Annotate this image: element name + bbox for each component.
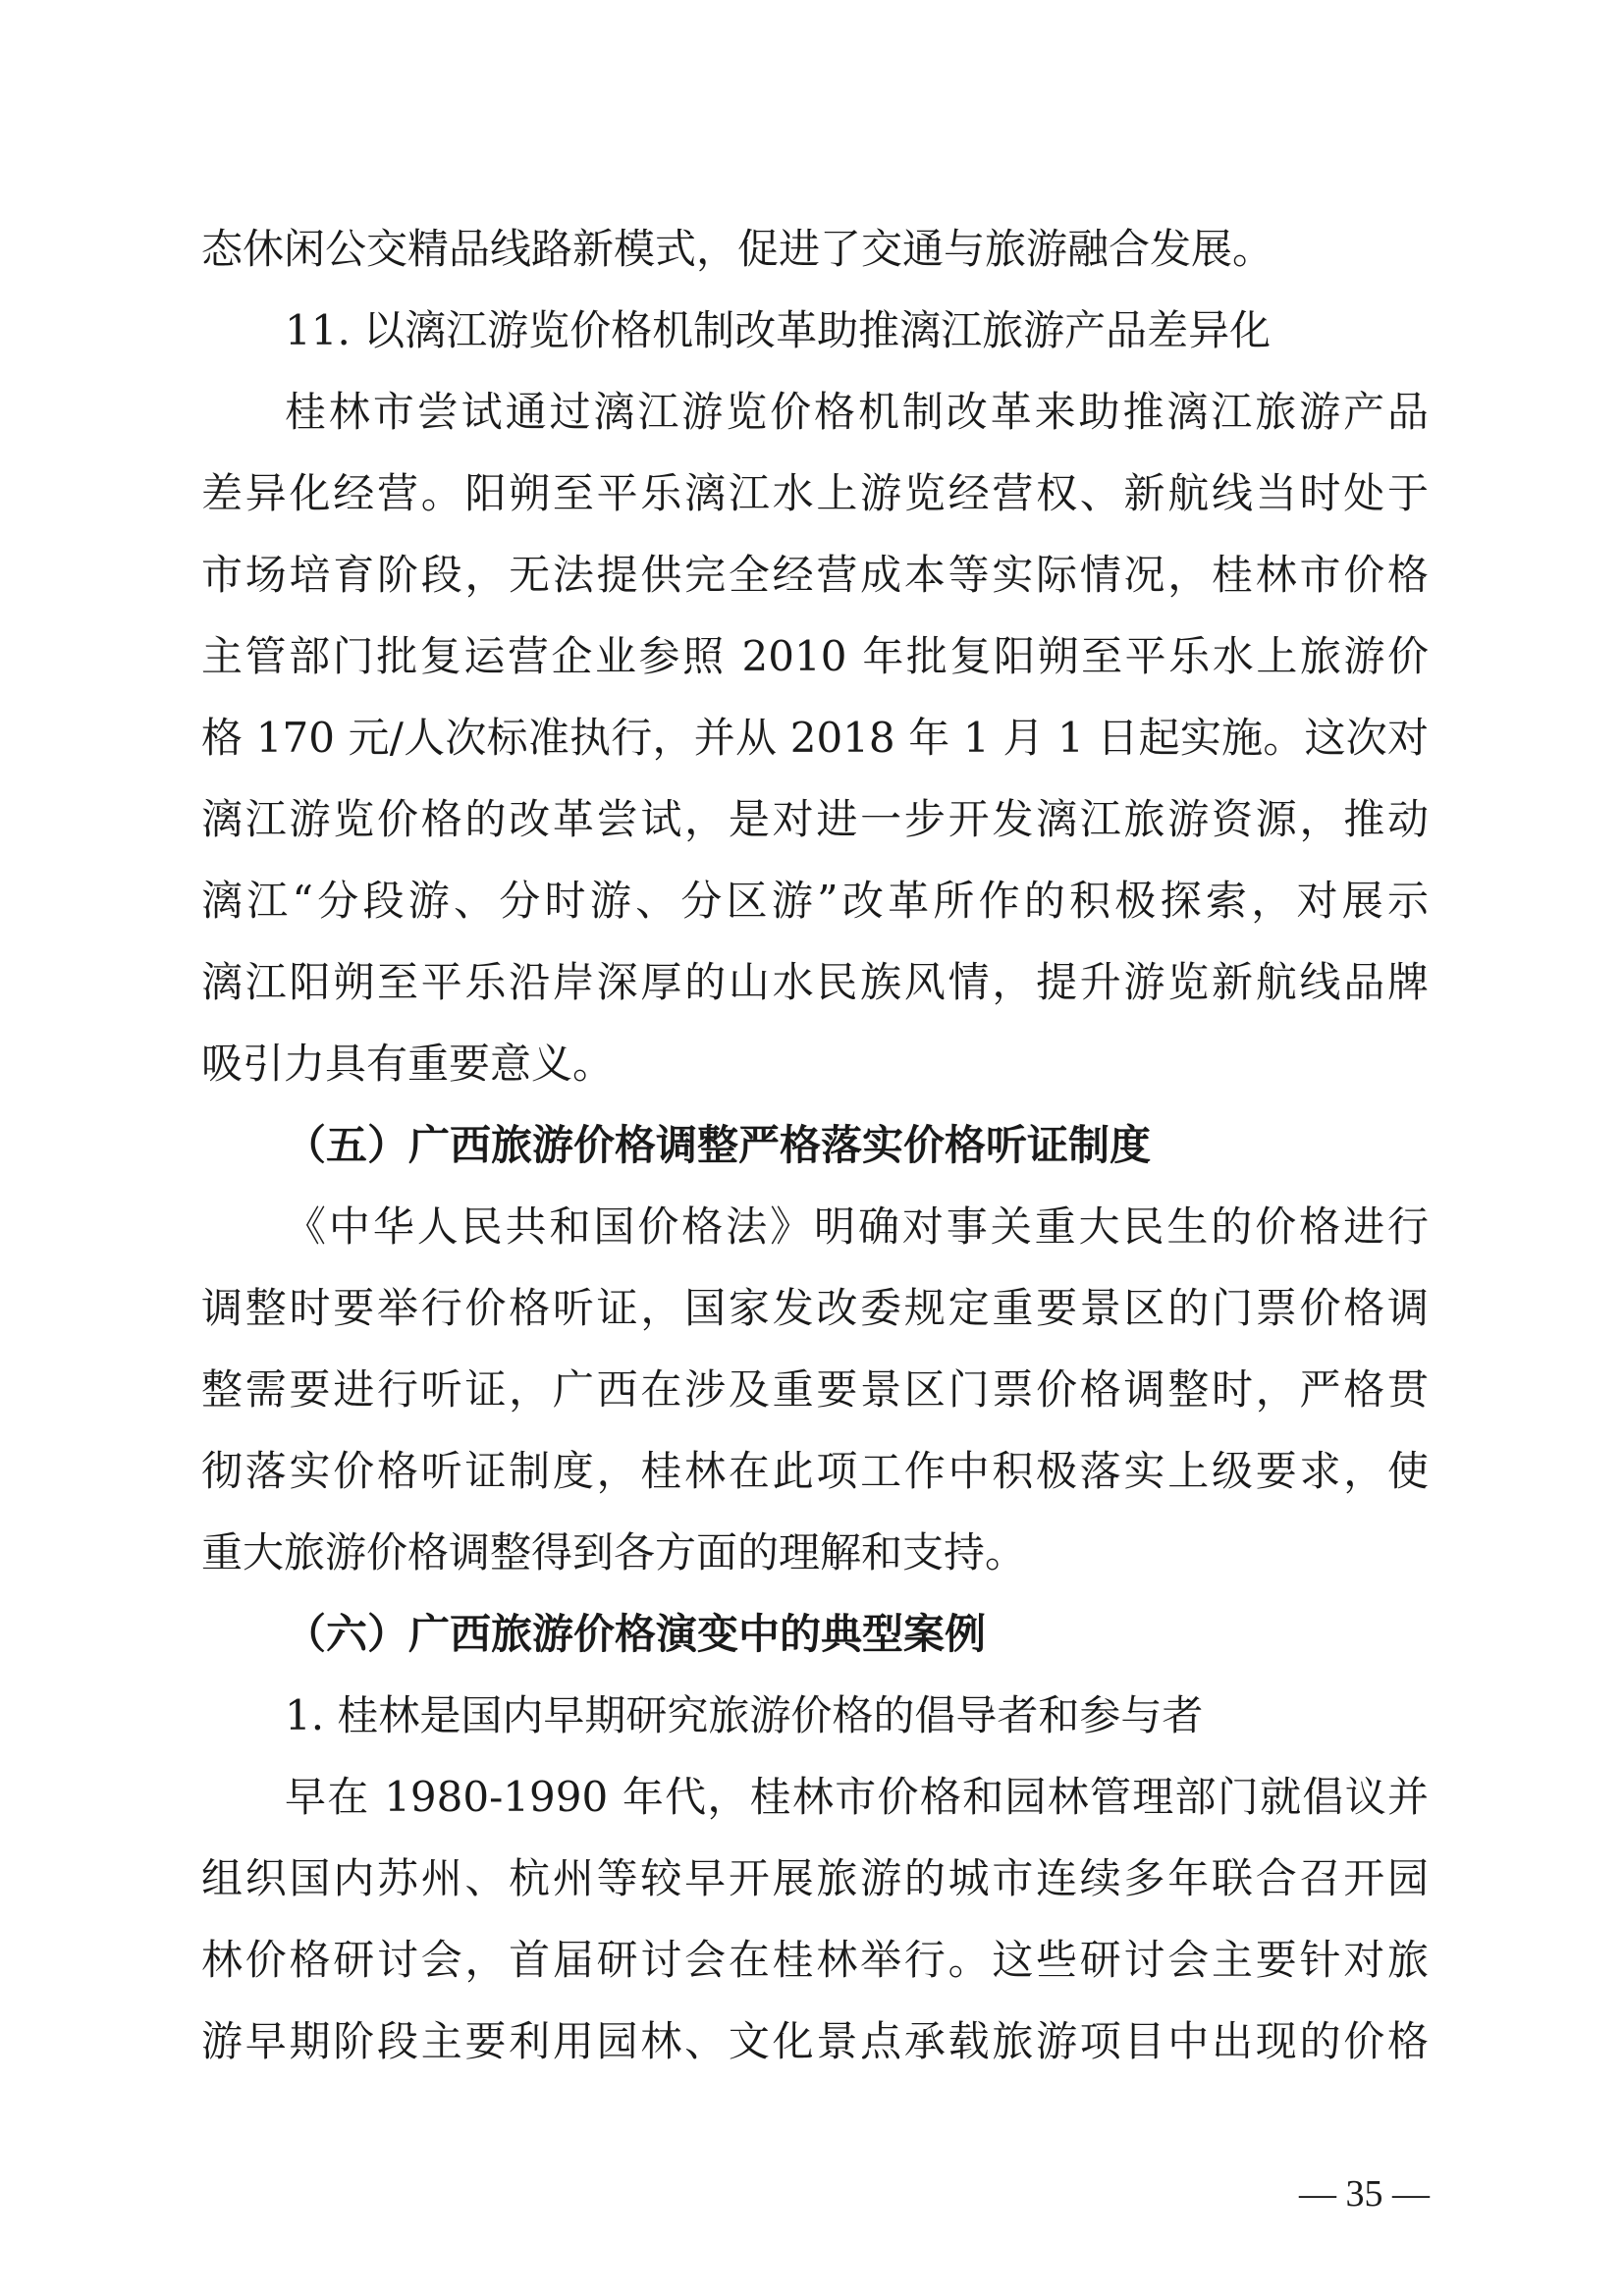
paragraph-line: 漓江阳朔至平乐沿岸深厚的山水民族风情，提升游览新航线品牌 bbox=[201, 958, 1429, 1006]
subheading-line: 1. 桂林是国内早期研究旅游价格的倡导者和参与者 bbox=[285, 1691, 1204, 1739]
paragraph-line: 组织国内苏州、杭州等较早开展旅游的城市连续多年联合召开园 bbox=[201, 1854, 1429, 1902]
paragraph-line: 格 170 元/人次标准执行，并从 2018 年 1 月 1 日起实施。这次对 bbox=[201, 714, 1429, 762]
paragraph-line: 整需要进行听证，广西在涉及重要景区门票价格调整时，严格贯 bbox=[201, 1365, 1429, 1414]
subheading-line: 11. 以漓江游览价格机制改革助推漓江旅游产品差异化 bbox=[285, 306, 1272, 354]
paragraph-line: 调整时要举行价格听证，国家发改委规定重要景区的门票价格调 bbox=[201, 1284, 1429, 1332]
paragraph-line: 主管部门批复运营企业参照 2010 年批复阳朔至平乐水上旅游价 bbox=[201, 632, 1429, 680]
paragraph-line: 吸引力具有重要意义。 bbox=[201, 1040, 615, 1088]
paragraph-line: 《中华人民共和国价格法》明确对事关重大民生的价格进行 bbox=[285, 1202, 1429, 1251]
section-heading: （六）广西旅游价格演变中的典型案例 bbox=[285, 1610, 987, 1658]
paragraph-line: 早在 1980-1990 年代，桂林市价格和园林管理部门就倡议并 bbox=[285, 1773, 1429, 1821]
paragraph-line: 重大旅游价格调整得到各方面的理解和支持。 bbox=[201, 1528, 1027, 1576]
paragraph-line: 市场培育阶段，无法提供完全经营成本等实际情况，桂林市价格 bbox=[201, 551, 1429, 599]
paragraph-line: 态休闲公交精品线路新模式，促进了交通与旅游融合发展。 bbox=[201, 225, 1274, 273]
paragraph-line: 彻落实价格听证制度，桂林在此项工作中积极落实上级要求，使 bbox=[201, 1447, 1429, 1495]
paragraph-line: 林价格研讨会，首届研讨会在桂林举行。这些研讨会主要针对旅 bbox=[201, 1936, 1429, 1984]
paragraph-line: 游早期阶段主要利用园林、文化景点承载旅游项目中出现的价格 bbox=[201, 2017, 1429, 2065]
section-heading: （五）广西旅游价格调整严格落实价格听证制度 bbox=[285, 1121, 1152, 1169]
page-number: — 35 — bbox=[1299, 2173, 1430, 2215]
paragraph-line: 桂林市尝试通过漓江游览价格机制改革来助推漓江旅游产品 bbox=[285, 388, 1429, 436]
paragraph-line: 漓江游览价格的改革尝试，是对进一步开发漓江旅游资源，推动 bbox=[201, 795, 1429, 843]
paragraph-line: 差异化经营。阳朔至平乐漓江水上游览经营权、新航线当时处于 bbox=[201, 469, 1429, 517]
paragraph-line: 漓江“分段游、分时游、分区游”改革所作的积极探索，对展示 bbox=[201, 877, 1429, 925]
